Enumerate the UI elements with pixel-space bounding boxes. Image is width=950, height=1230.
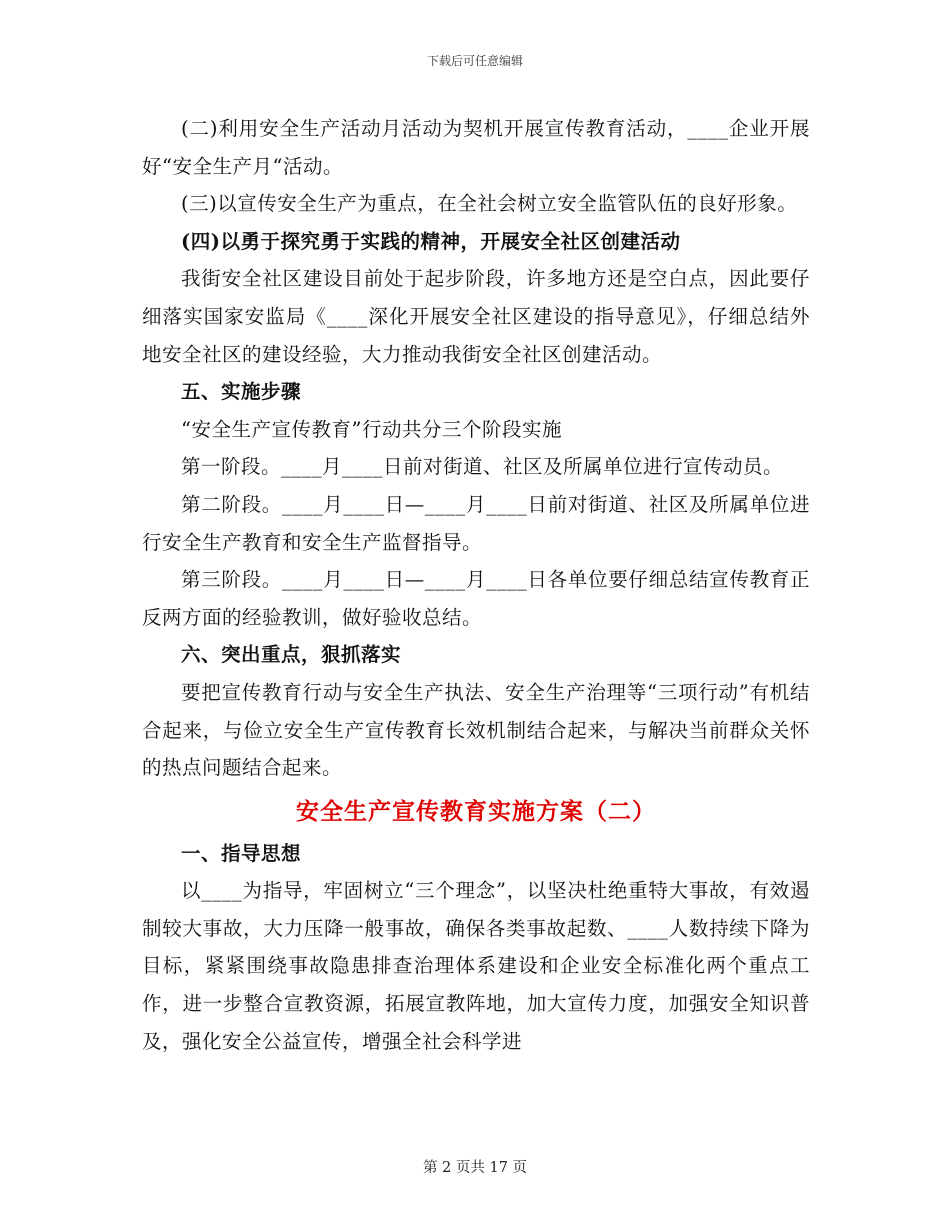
paragraph: “安全生产宣传教育”行动共分三个阶段实施 <box>181 417 562 441</box>
document-title: 安全生产宣传教育实施方案（二） <box>296 797 656 825</box>
section-heading: 一、指导思想 <box>181 841 302 865</box>
paragraph: (二)利用安全生产活动月活动为契机开展宣传教育活动，____企业开展好“安全生产月“活动。 <box>142 117 810 178</box>
page-footer: 第 2 页共 17 页 <box>422 1160 528 1176</box>
paragraph: 以____为指导，牢固树立“三个理念”，以坚决杜绝重特大事故，有效遏制较大事故，大力压降一般事故，确保各类事故起数、____人数持续下降为目标，紧紧围绕事故隐患排查治理体系建设和企业安全标准化两个重点工作，进一步整合宣教资源，拓展宣教阵地，加大宣传力度，加强安全知识普及，强化安全公益宣传，增强全社会科学进 <box>142 879 810 1053</box>
paragraph: 第二阶段。____月____日—____月____日前对街道、社区及所属单位进行安全生产教育和安全生产监督指导。 <box>142 492 810 554</box>
paragraph: 要把宣传教育行动与安全生产执法、安全生产治理等“三项行动”有机结合起来，与俭立安全生产宣传教育长效机制结合起来，与解决当前群众关怀的热点问题结合起来。 <box>142 680 810 780</box>
page-header: 下载后可任意编辑 <box>426 54 523 68</box>
paragraph: 我街安全社区建设目前处于起步阶段，许多地方还是空白点，因此要仔细落实国家安监局《____深化开展安全社区建设的指导意见》，仔细总结外地安全社区的建设经验，大力推动我街安全社区创建活动。 <box>142 267 810 366</box>
document-body <box>142 110 810 1060</box>
subheading: (四)以勇于探究勇于实践的精神，开展安全社区创建活动 <box>181 229 681 253</box>
section-heading: 六、突出重点，狠抓落实 <box>181 643 402 667</box>
section-heading: 五、实施步骤 <box>181 380 302 404</box>
paragraph: (三)以宣传安全生产为重点，在全社会树立安全监管队伍的良好形象。 <box>181 192 798 216</box>
paragraph: 第三阶段。____月____日—____月____日各单位要仔细总结宣传教育正反两方面的经验教训，做好验收总结。 <box>142 568 810 629</box>
paragraph: 第一阶段。____月____日前对街道、社区及所属单位进行宣传动员。 <box>181 455 784 479</box>
